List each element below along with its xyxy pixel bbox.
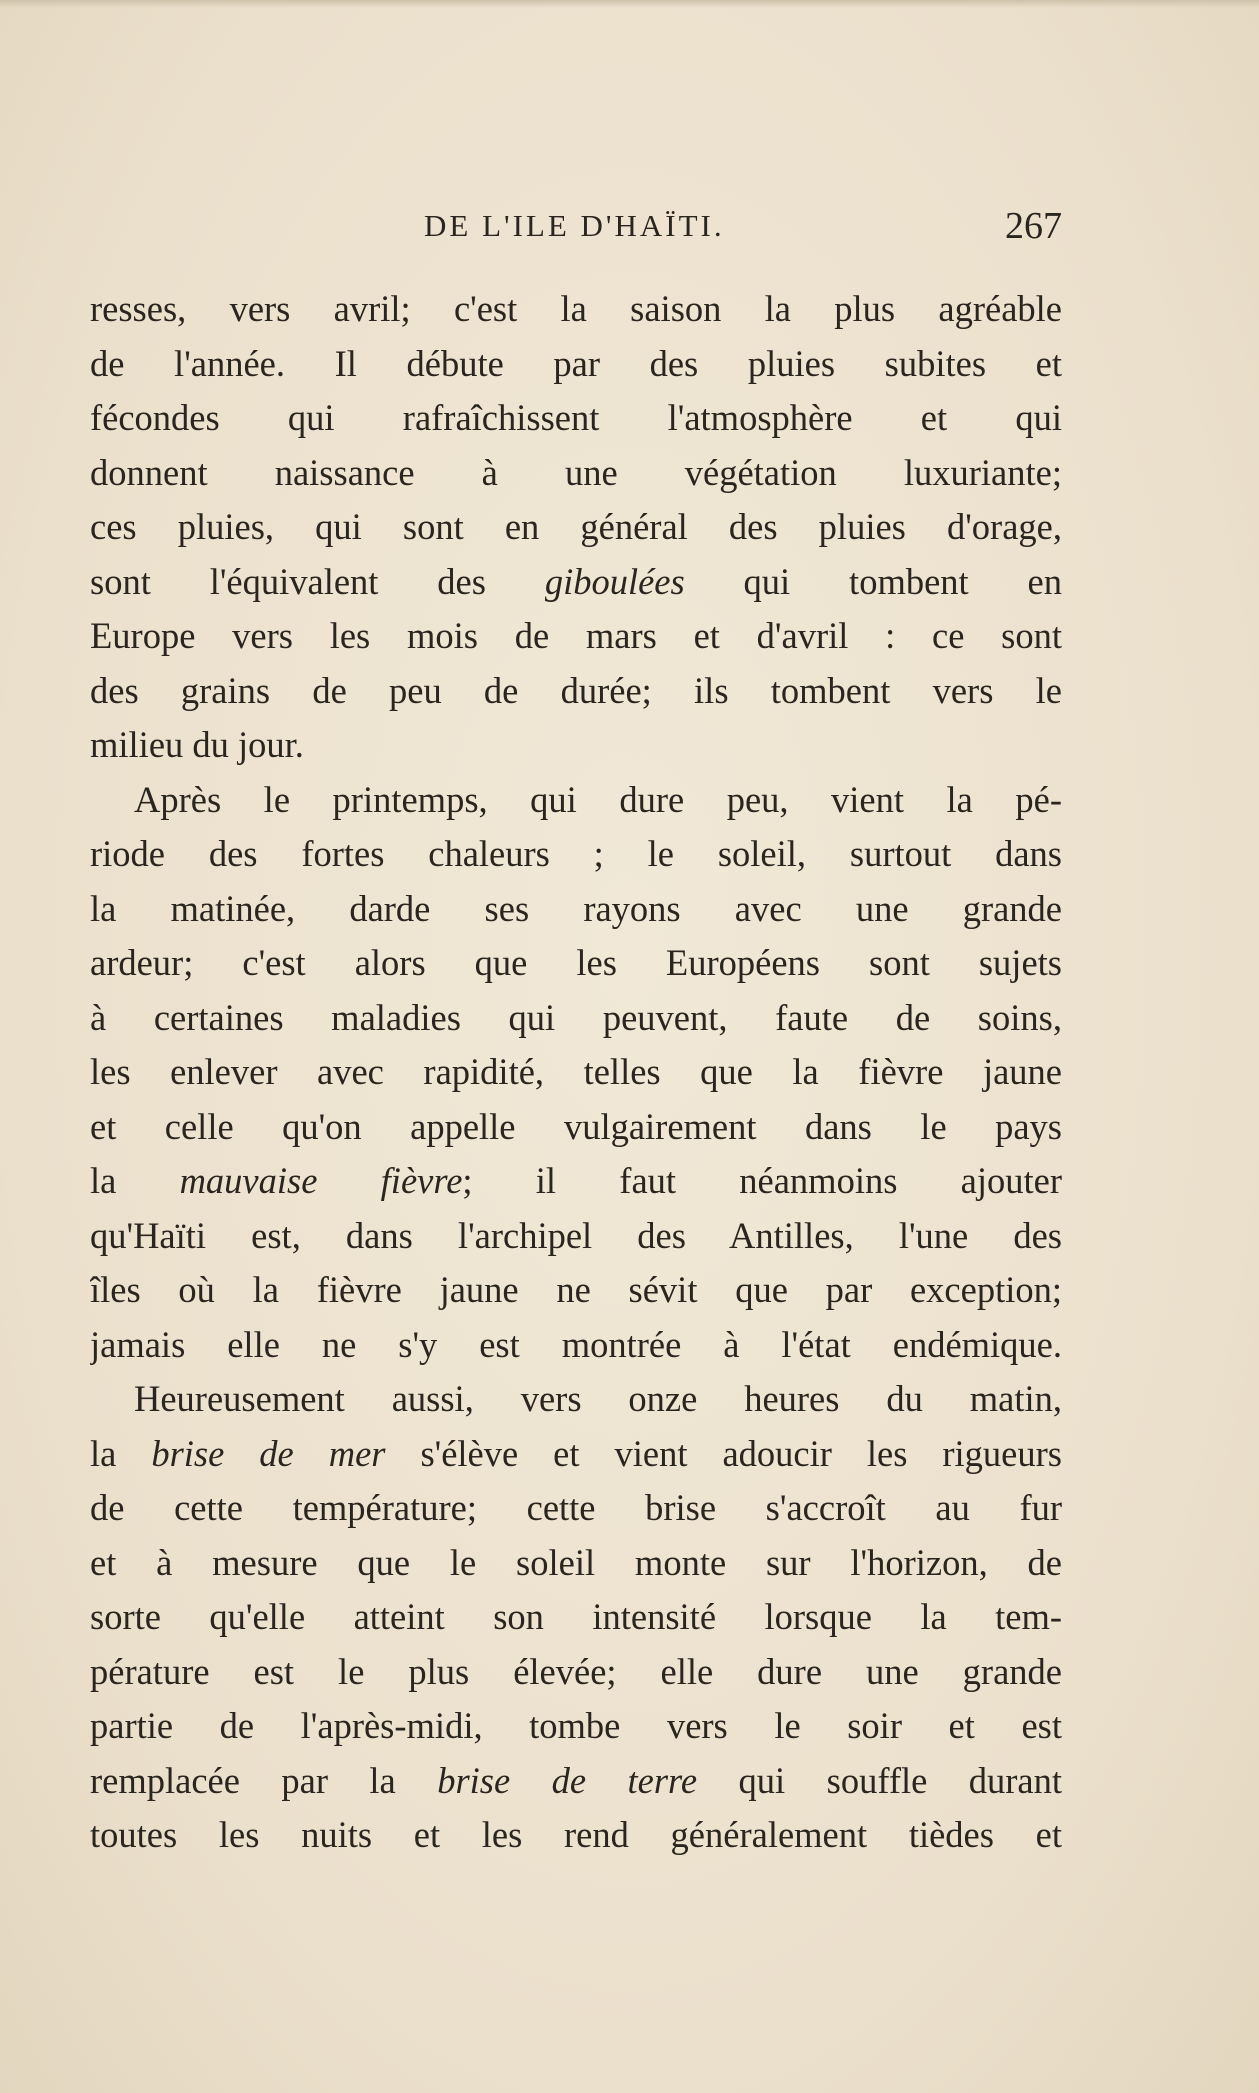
text-segment: qu'Haïti est, dans l'archipel des Antilles, l'une des xyxy=(90,1214,1062,1256)
running-head: DE L'ILE D'HAÏTI. xyxy=(424,208,725,243)
text-segment: Heureusement aussi, vers onze heures du matin, xyxy=(134,1378,1062,1419)
body-text xyxy=(90,282,1062,1863)
text-line xyxy=(90,1808,1062,1863)
italic-term: brise de terre xyxy=(437,1759,698,1801)
text-line xyxy=(90,664,1062,719)
text-segment: sont l'équivalent des xyxy=(90,560,545,602)
text-line xyxy=(90,391,1062,446)
text-segment: Après le printemps, qui dure peu, vient la pé- xyxy=(134,778,1062,820)
text-line xyxy=(90,773,1062,828)
text-line xyxy=(90,282,1062,337)
text-line xyxy=(90,1100,1062,1155)
text-segment: à certaines maladies qui peuvent, faute de soins, xyxy=(90,996,1062,1038)
text-line xyxy=(90,1427,1062,1482)
text-segment: pérature est le plus élevée; elle dure une grande xyxy=(90,1650,1062,1692)
text-segment: de cette température; cette brise s'accroît au fur xyxy=(90,1487,1062,1528)
text-segment: qui souffle durant xyxy=(697,1759,1062,1801)
text-segment: jamais elle ne s'y est montrée à l'état endémique. xyxy=(90,1323,1062,1365)
text-line xyxy=(90,1209,1062,1264)
text-line xyxy=(90,936,1062,991)
text-line xyxy=(90,1318,1062,1373)
text-segment: les enlever avec rapidité, telles que la fièvre jaune xyxy=(90,1051,1062,1092)
text-segment: resses, vers avril; c'est la saison la plus agréable xyxy=(90,288,1062,329)
text-line xyxy=(90,991,1062,1046)
text-segment: s'élève et vient adoucir les rigueurs xyxy=(385,1432,1062,1474)
text-segment: la xyxy=(90,1432,152,1474)
italic-term: mauvaise fièvre xyxy=(179,1160,463,1201)
text-segment: ces pluies, qui sont en général des pluies d'orage, xyxy=(90,506,1062,547)
text-segment: Europe vers les mois de mars et d'avril : ce sont xyxy=(90,615,1062,656)
text-segment: et celle qu'on appelle vulgairement dans le pays xyxy=(90,1105,1062,1147)
text-line xyxy=(90,1536,1062,1591)
text-segment: riode des fortes chaleurs ; le soleil, surtout dans xyxy=(90,833,1062,874)
page-edge-shadow xyxy=(0,0,1259,8)
text-line xyxy=(90,337,1062,392)
text-segment: ; il faut néanmoins ajouter xyxy=(462,1160,1062,1201)
text-line xyxy=(90,446,1062,501)
text-line xyxy=(90,1645,1062,1700)
text-line xyxy=(90,1754,1062,1809)
text-line xyxy=(90,882,1062,937)
text-line xyxy=(90,827,1062,882)
text-segment: et à mesure que le soleil monte sur l'horizon, de xyxy=(90,1541,1062,1583)
text-line xyxy=(90,1045,1062,1100)
text-segment: milieu du jour. xyxy=(90,724,304,765)
text-segment: la matinée, darde ses rayons avec une grande xyxy=(90,887,1062,929)
text-segment: de l'année. Il débute par des pluies subites et xyxy=(90,342,1062,384)
text-line xyxy=(90,1481,1062,1536)
text-segment: sorte qu'elle atteint son intensité lorsque la tem- xyxy=(90,1596,1062,1637)
text-segment: îles où la fièvre jaune ne sévit que par exception; xyxy=(90,1269,1062,1310)
text-line xyxy=(90,718,1062,773)
italic-term: brise de mer xyxy=(151,1432,386,1474)
text-line xyxy=(90,1154,1062,1209)
text-segment: la xyxy=(90,1160,180,1201)
text-segment: ardeur; c'est alors que les Européens sont sujets xyxy=(90,942,1062,983)
text-segment: partie de l'après-midi, tombe vers le soir et est xyxy=(90,1705,1062,1746)
text-segment: remplacée par la xyxy=(90,1759,438,1801)
text-line xyxy=(90,1372,1062,1427)
text-line xyxy=(90,609,1062,664)
text-segment: qui tombent en xyxy=(684,560,1062,602)
text-line xyxy=(90,555,1062,610)
page-header xyxy=(90,205,1062,252)
text-segment: donnent naissance à une végétation luxuriante; xyxy=(90,451,1062,493)
page-number: 267 xyxy=(1005,205,1062,247)
text-line xyxy=(90,1699,1062,1754)
text-segment: fécondes qui rafraîchissent l'atmosphère et qui xyxy=(90,397,1062,438)
text-segment: toutes les nuits et les rend généralement tièdes et xyxy=(90,1814,1062,1855)
italic-term: giboulées xyxy=(544,560,685,602)
text-line xyxy=(90,1590,1062,1645)
text-line xyxy=(90,500,1062,555)
text-line xyxy=(90,1263,1062,1318)
text-segment: des grains de peu de durée; ils tombent vers le xyxy=(90,669,1062,711)
